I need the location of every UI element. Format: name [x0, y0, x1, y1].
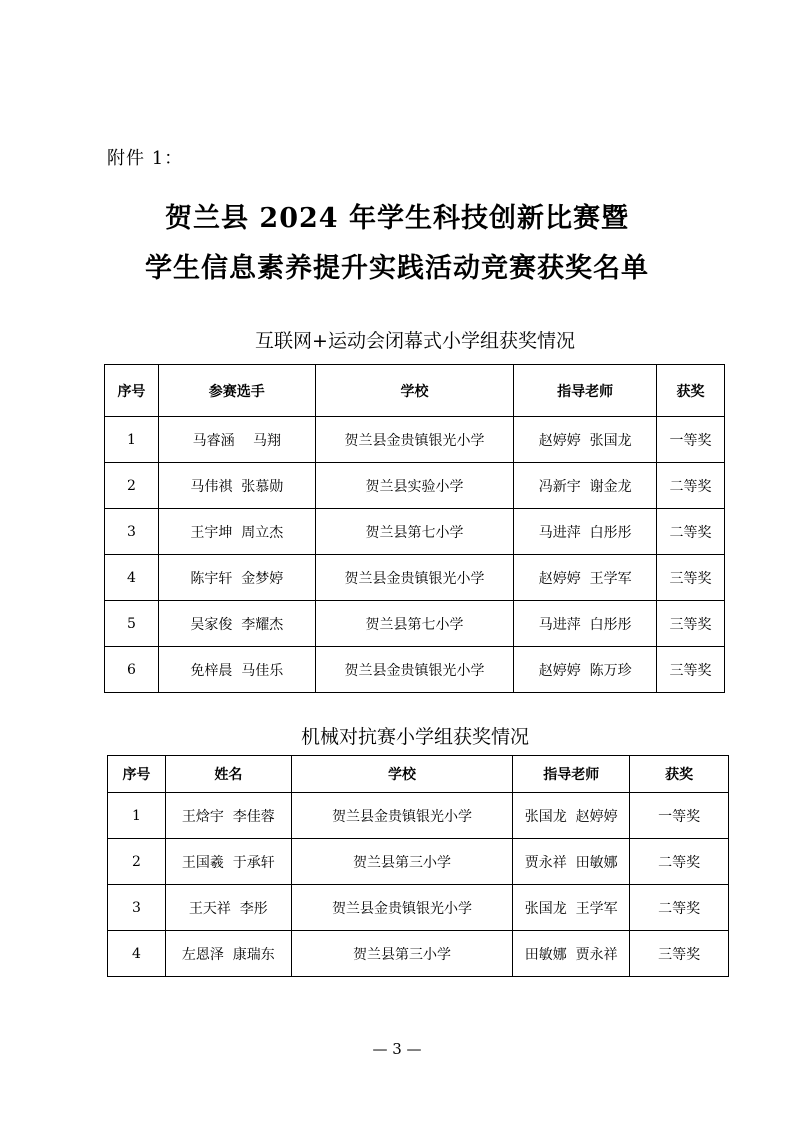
cell-name: 王焓宇 李佳蓉	[165, 793, 291, 839]
table-header-row	[105, 365, 725, 417]
cell-award: 一等奖	[657, 417, 725, 463]
header-school: 学校	[291, 756, 512, 793]
cell-school: 贺兰县金贵镇银光小学	[315, 555, 514, 601]
internet-sports-awards-table	[104, 364, 725, 693]
cell-index: 6	[105, 647, 159, 693]
header-advisors: 指导老师	[513, 756, 630, 793]
cell-award: 三等奖	[630, 931, 729, 977]
cell-contestants: 陈宇轩 金梦婷	[158, 555, 315, 601]
cell-school: 贺兰县金贵镇银光小学	[315, 417, 514, 463]
header-award: 获奖	[657, 365, 725, 417]
table2-caption: 机械对抗赛小学组获奖情况	[300, 726, 529, 748]
cell-advisors: 赵婷婷 陈万珍	[514, 647, 657, 693]
table-row	[105, 509, 725, 555]
table-row	[108, 931, 729, 977]
cell-school: 贺兰县金贵镇银光小学	[291, 885, 512, 931]
cell-advisors: 冯新宇 谢金龙	[514, 463, 657, 509]
header-index: 序号	[108, 756, 166, 793]
cell-school: 贺兰县第七小学	[315, 509, 514, 555]
cell-contestants: 马睿涵 马翔	[158, 417, 315, 463]
cell-advisors: 马进萍 白彤彤	[514, 601, 657, 647]
cell-index: 1	[108, 793, 166, 839]
cell-school: 贺兰县金贵镇银光小学	[291, 793, 512, 839]
cell-award: 二等奖	[630, 839, 729, 885]
cell-school: 贺兰县第三小学	[291, 931, 512, 977]
cell-award: 二等奖	[657, 509, 725, 555]
cell-index: 2	[105, 463, 159, 509]
table-row	[105, 417, 725, 463]
document-title-line-1: 贺兰县 2024 年学生科技创新比赛暨	[165, 203, 629, 234]
cell-index: 2	[108, 839, 166, 885]
cell-index: 1	[105, 417, 159, 463]
table-header-row	[108, 756, 729, 793]
table-row	[108, 793, 729, 839]
table-row	[105, 647, 725, 693]
table-row	[105, 555, 725, 601]
cell-award: 二等奖	[657, 463, 725, 509]
page-number: — 3 —	[372, 1040, 422, 1058]
cell-name: 王国羲 于承轩	[165, 839, 291, 885]
cell-school: 贺兰县第七小学	[315, 601, 514, 647]
header-contestants: 参赛选手	[158, 365, 315, 417]
cell-advisors: 贾永祥 田敏娜	[513, 839, 630, 885]
cell-name: 王天祥 李彤	[165, 885, 291, 931]
header-name: 姓名	[165, 756, 291, 793]
cell-award: 三等奖	[657, 647, 725, 693]
table1-caption: 互联网+运动会闭幕式小学组获奖情况	[255, 330, 575, 352]
table-row	[105, 463, 725, 509]
cell-award: 三等奖	[657, 555, 725, 601]
cell-contestants: 免梓晨 马佳乐	[158, 647, 315, 693]
header-index: 序号	[105, 365, 159, 417]
table-row	[105, 601, 725, 647]
cell-contestants: 吴家俊 李耀杰	[158, 601, 315, 647]
cell-advisors: 赵婷婷 王学军	[514, 555, 657, 601]
cell-contestants: 马伟祺 张慕勋	[158, 463, 315, 509]
cell-advisors: 张国龙 王学军	[513, 885, 630, 931]
cell-index: 3	[108, 885, 166, 931]
cell-school: 贺兰县实验小学	[315, 463, 514, 509]
mechanical-combat-awards-table	[107, 755, 729, 977]
header-advisors: 指导老师	[514, 365, 657, 417]
cell-advisors: 田敏娜 贾永祥	[513, 931, 630, 977]
cell-advisors: 张国龙 赵婷婷	[513, 793, 630, 839]
cell-award: 一等奖	[630, 793, 729, 839]
header-award: 获奖	[630, 756, 729, 793]
cell-index: 5	[105, 601, 159, 647]
cell-index: 4	[108, 931, 166, 977]
table-row	[108, 839, 729, 885]
cell-name: 左恩泽 康瑞东	[165, 931, 291, 977]
cell-award: 二等奖	[630, 885, 729, 931]
cell-contestants: 王宇坤 周立杰	[158, 509, 315, 555]
cell-index: 3	[105, 509, 159, 555]
header-school: 学校	[315, 365, 514, 417]
cell-advisors: 马进萍 白彤彤	[514, 509, 657, 555]
cell-advisors: 赵婷婷 张国龙	[514, 417, 657, 463]
cell-school: 贺兰县金贵镇银光小学	[315, 647, 514, 693]
cell-school: 贺兰县第三小学	[291, 839, 512, 885]
cell-index: 4	[105, 555, 159, 601]
cell-award: 三等奖	[657, 601, 725, 647]
attachment-label: 附件 1：	[107, 148, 184, 169]
document-title-line-2: 学生信息素养提升实践活动竞赛获奖名单	[145, 253, 649, 284]
table-row	[108, 885, 729, 931]
